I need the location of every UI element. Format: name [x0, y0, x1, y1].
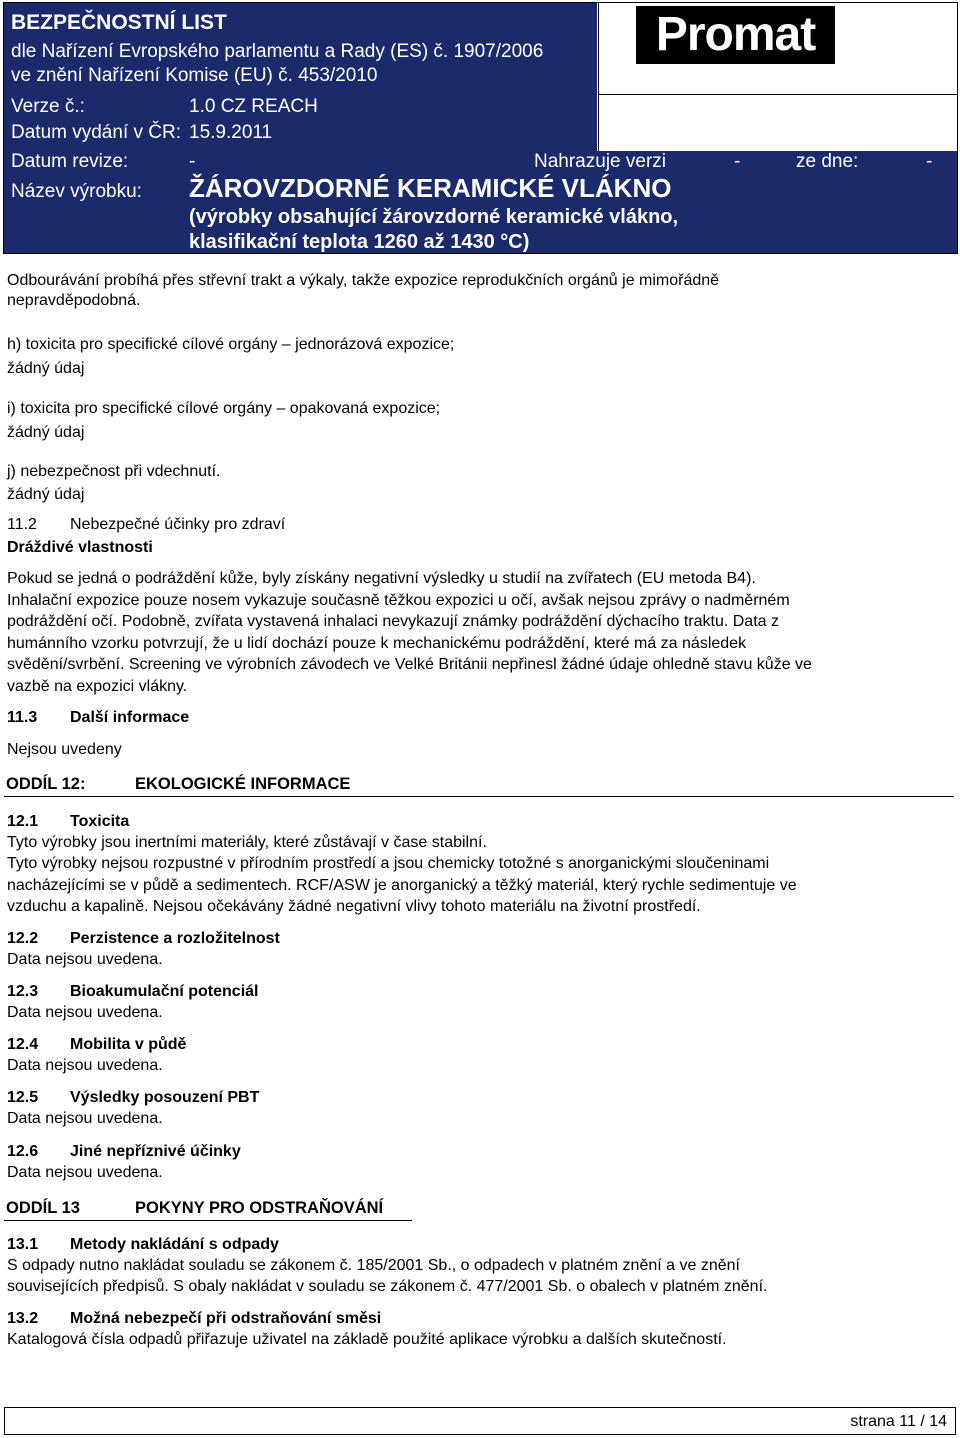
product-subtitle-1: (výrobky obsahující žárovzdorné keramické vlákno,: [189, 206, 679, 228]
section-12-4-number: 12.4: [7, 1036, 39, 1053]
product-label: Název výrobku:: [11, 181, 142, 202]
revision-label: Datum revize:: [11, 151, 129, 172]
text-line: Pokud se jedná o podráždění kůže, byly získány negativní výsledky u studií na zvířatech (EU metoda B4).: [7, 570, 756, 587]
no-data-text: Data nejsou uvedena.: [7, 1004, 163, 1021]
section-12-3-number: 12.3: [7, 983, 39, 1000]
section-12-label: ODDÍL 12:: [6, 775, 86, 793]
section-13-2-number: 13.2: [7, 1310, 39, 1327]
section-12-5-title: Výsledky posouzení PBT: [70, 1089, 260, 1106]
from-date-label: ze dne:: [796, 151, 859, 172]
page-footer: [4, 1407, 956, 1435]
section-12-1-title: Toxicita: [70, 813, 130, 830]
text-line: Inhalační expozice pouze nosem vykazuje současně těžkou expozici u očí, avšak nejsou zprávy o nadměrném: [7, 592, 790, 609]
text-line: S odpady nutno nakládat souladu se zákonem č. 185/2001 Sb., o odpadech v platném znění a ve znění: [7, 1257, 740, 1274]
text-line: nepravděpodobná.: [7, 292, 141, 309]
section-12-2-number: 12.2: [7, 930, 39, 947]
section-13-title: POKYNY PRO ODSTRAŇOVÁNÍ: [135, 1199, 384, 1217]
text-line: souvisejících předpisů. S obaly nakládat v souladu se zákonem č. 477/2001 Sb. o obalech v platném znění.: [7, 1278, 768, 1295]
regulation-line-2: ve znění Nařízení Komise (EU) č. 453/2010: [11, 65, 378, 86]
product-subtitle-2: klasifikační teplota 1260 až 1430 °C): [189, 231, 530, 253]
text-line: vazbě na expozici vlákny.: [7, 678, 188, 695]
section-11-2-title: Nebezpečné účinky pro zdraví: [70, 516, 286, 533]
text-line: podráždění očí. Podobně, zvířata vystavená inhalaci nevykazují známky podráždění dýchacího traktu. Data z: [7, 613, 779, 630]
text-line: Odbourávání probíhá přes střevní trakt a výkaly, takže expozice reprodukčních orgánů je mimořádně: [7, 272, 720, 289]
text-line: Katalogová čísla odpadů přiřazuje uživatel na základě použité aplikace výrobku a dalších skutečností.: [7, 1331, 727, 1348]
promat-logo: Promat: [636, 6, 835, 64]
text-line: svědění/svrbění. Screening ve výrobních závodech ve Velké Británii nepřinesl žádné údaje ohledně stavu kůže ve: [7, 656, 812, 673]
section-12-6-number: 12.6: [7, 1143, 39, 1160]
section-12-4-title: Mobilita v půdě: [70, 1036, 187, 1053]
replaces-value: -: [734, 151, 741, 172]
no-data-text: Data nejsou uvedena.: [7, 1057, 163, 1074]
section-13-1-number: 13.1: [7, 1236, 39, 1253]
issue-date-value: 15.9.2011: [189, 122, 273, 143]
page-number: strana 11 / 14: [850, 1413, 947, 1430]
section-13-label: ODDÍL 13: [6, 1199, 80, 1217]
section-13-1-title: Metody nakládání s odpady: [70, 1236, 279, 1253]
irritant-heading: Dráždivé vlastnosti: [7, 539, 153, 556]
document-title: BEZPEČNOSTNÍ LIST: [11, 11, 227, 34]
subsection-j-title: j) nebezpečnost při vdechnutí.: [7, 463, 221, 480]
section-13-heading: [4, 1198, 412, 1221]
revision-value: -: [189, 151, 196, 172]
product-name: ŽÁROVZDORNÉ KERAMICKÉ VLÁKNO: [189, 173, 672, 203]
text-line: nacházejícími se v půdě a sedimentech. RCF/ASW je anorganický a těžký materiál, který rychle sedimentuje ve: [7, 877, 797, 894]
no-data-text: Data nejsou uvedena.: [7, 1110, 163, 1127]
subsection-j-value: žádný údaj: [7, 486, 85, 503]
text-line: Tyto výrobky jsou inertními materiály, které zůstávají v čase stabilní.: [7, 834, 487, 851]
replaces-label: Nahrazuje verzi: [534, 151, 666, 172]
version-value: 1.0 CZ REACH: [189, 96, 318, 117]
from-date-value: -: [926, 151, 933, 172]
section-11-2-number: 11.2: [7, 516, 37, 533]
text-line: vzduchu a kapalině. Nejsou očekávány žádné negativní vlivy tohoto materiálu na životní prostředí.: [7, 898, 701, 915]
header-divider-vertical: [598, 3, 599, 153]
version-label: Verze č.:: [11, 96, 85, 117]
subsection-i-value: žádný údaj: [7, 424, 85, 441]
document-header: [3, 2, 958, 254]
text-line: humánního vzorku potvrzují, že u lidí dochází pouze k mechanickému podráždění, které má za následek: [7, 635, 747, 652]
section-12-3-title: Bioakumulační potenciál: [70, 983, 259, 1000]
subsection-h-value: žádný údaj: [7, 360, 85, 377]
section-11-3-value: Nejsou uvedeny: [7, 741, 122, 758]
section-13-2-title: Možná nebezpečí při odstraňování směsi: [70, 1310, 382, 1327]
section-12-5-number: 12.5: [7, 1089, 39, 1106]
section-12-heading: [4, 774, 954, 797]
text-line: Tyto výrobky nejsou rozpustné v přírodním prostředí a jsou chemicky totožné s anorganickými sloučeninami: [7, 855, 770, 872]
section-12-1-number: 12.1: [7, 813, 39, 830]
regulation-line-1: dle Nařízení Evropského parlamentu a Rady (ES) č. 1907/2006: [11, 41, 544, 62]
section-12-title: EKOLOGICKÉ INFORMACE: [135, 775, 351, 793]
issue-date-label: Datum vydání v ČR:: [11, 122, 181, 143]
section-11-3-title: Další informace: [70, 709, 190, 726]
section-12-2-title: Perzistence a rozložitelnost: [70, 930, 280, 947]
section-11-3-number: 11.3: [7, 709, 38, 726]
no-data-text: Data nejsou uvedena.: [7, 1164, 163, 1181]
subsection-h-title: h) toxicita pro specifické cílové orgány – jednorázová expozice;: [7, 336, 455, 353]
no-data-text: Data nejsou uvedena.: [7, 951, 163, 968]
section-12-6-title: Jiné nepříznivé účinky: [70, 1143, 241, 1160]
header-divider-horizontal: [598, 94, 958, 95]
subsection-i-title: i) toxicita pro specifické cílové orgány – opakovaná expozice;: [7, 400, 441, 417]
